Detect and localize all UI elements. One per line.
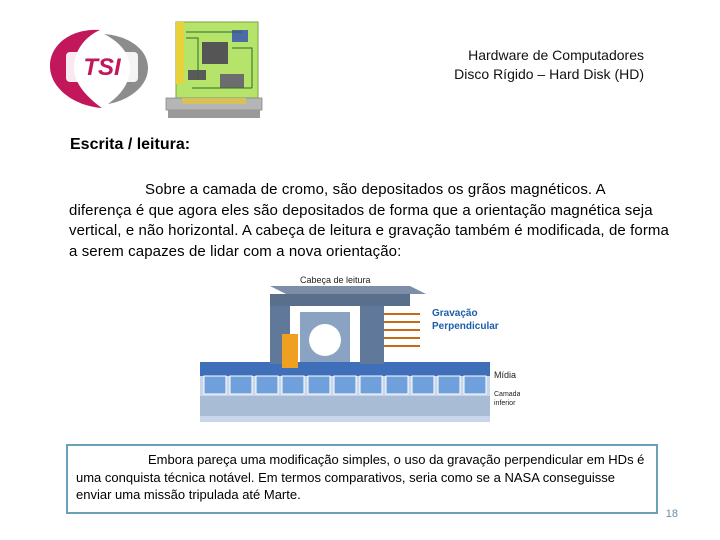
section-title: Escrita / leitura: [70,136,191,153]
label-media: Mídia [494,370,517,380]
header-subtitle: Disco Rígido – Hard Disk (HD) [454,66,644,82]
logo-text: TSI [83,54,121,81]
circuit-board-image [162,18,264,122]
slide-header [454,46,644,84]
body-paragraph: Sobre a camada de cromo, são depositados os grãos magnéticos. A diferença é que agora eles são depositados de forma que a orientação magnética seja vertical, e não horizontal. A cabeça de leitura e gravação também é modificada, de forma a serem capazes de lidar com a nova orientação: [69,181,669,260]
perpendicular-recording-diagram [190,272,520,432]
page-number: 18 [665,508,678,520]
label-perpendicular: Perpendicular [432,321,499,332]
tsi-logo [44,24,156,114]
note-box [66,444,658,514]
label-lower-layer-2: inferior [494,400,516,407]
label-read-head: Cabeça de leitura [300,275,371,285]
label-recording: Gravação [432,308,478,319]
label-lower-layer-1: Camada [494,391,520,398]
header-title: Hardware de Computadores [468,47,644,63]
note-text: Embora pareça uma modificação simples, o uso da gravação perpendicular em HDs é uma conquista técnica notável. Em termos comparativos, seria como se a NASA conseguisse enviar uma missão tripulada até Marte. [76,452,645,502]
